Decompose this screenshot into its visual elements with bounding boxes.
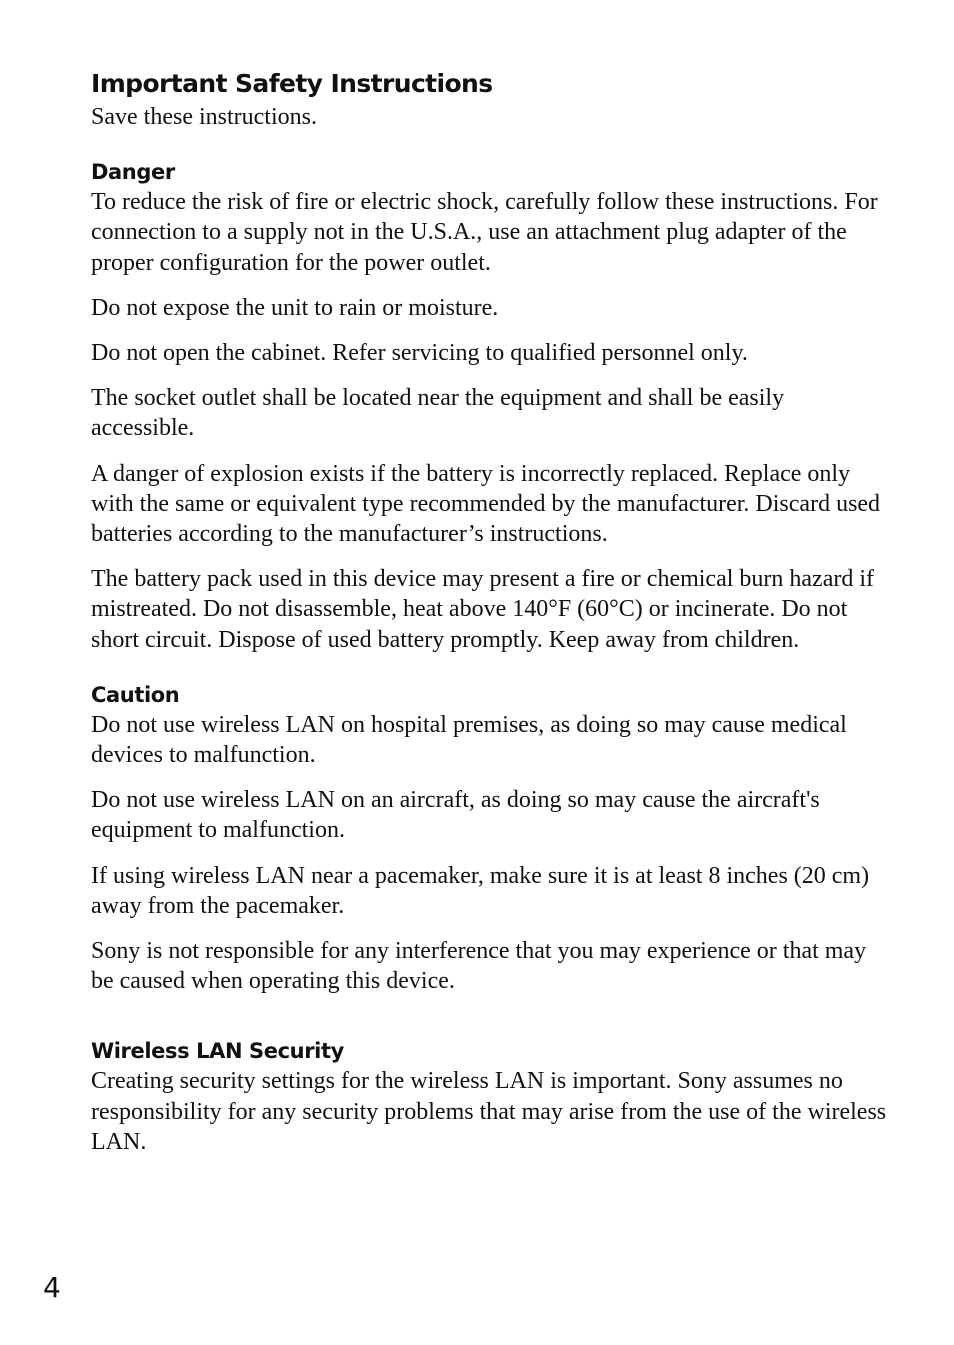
section-heading-wireless-lan-security: Wireless LAN Security xyxy=(91,1039,344,1064)
danger-paragraph-2: Do not expose the unit to rain or moisture. xyxy=(91,294,499,321)
page-title: Important Safety Instructions xyxy=(91,69,493,98)
caution-paragraph-3: If using wireless LAN near a pacemaker, make sure it is at least 8 inches (20 cm) away from the pacemaker. xyxy=(91,862,870,919)
caution-paragraph-2: Do not use wireless LAN on an aircraft, as doing so may cause the aircraft's equipment to malfunction. xyxy=(91,787,820,844)
page-content xyxy=(91,66,891,1157)
page-subtitle: Save these instructions. xyxy=(91,104,317,130)
danger-paragraph-4: The socket outlet shall be located near the equipment and shall be easily accessible. xyxy=(91,385,785,442)
caution-paragraph-1: Do not use wireless LAN on hospital premises, as doing so may cause medical devices to malfunction. xyxy=(91,711,847,769)
section-wireless-lan-security xyxy=(91,1036,891,1157)
section-caution xyxy=(91,680,891,997)
section-danger xyxy=(91,157,891,655)
danger-paragraph-1: To reduce the risk of fire or electric shock, carefully follow these instructions. For connection to a supply not in the U.S.A., use an attachment plug adapter of the proper configuration for the power outlet. xyxy=(91,189,878,276)
page-number: 4 xyxy=(43,1271,61,1304)
section-heading-caution: Caution xyxy=(91,682,180,707)
caution-paragraph-4: Sony is not responsible for any interference that you may experience or that may be caused when operating this device. xyxy=(91,938,867,995)
wireless-lan-security-paragraph-1: Creating security settings for the wireless LAN is important. Sony assumes no responsibility for any security problems that may arise from the use of the wireless LAN. xyxy=(91,1068,887,1155)
danger-paragraph-3: Do not open the cabinet. Refer servicing to qualified personnel only. xyxy=(91,340,748,367)
danger-paragraph-5: A danger of explosion exists if the battery is incorrectly replaced. Replace only with the same or equivalent type recommended by the manufacturer. Discard used batteries according to the manufacturer’s instructions. xyxy=(91,460,881,548)
section-heading-danger: Danger xyxy=(91,160,175,185)
danger-paragraph-6: The battery pack used in this device may present a fire or chemical burn hazard if mistreated. Do not disassemble, heat above 140°F (60°C) or incinerate. Do not short circuit. Dispose of used battery promptly. Keep away from children. xyxy=(91,566,874,653)
